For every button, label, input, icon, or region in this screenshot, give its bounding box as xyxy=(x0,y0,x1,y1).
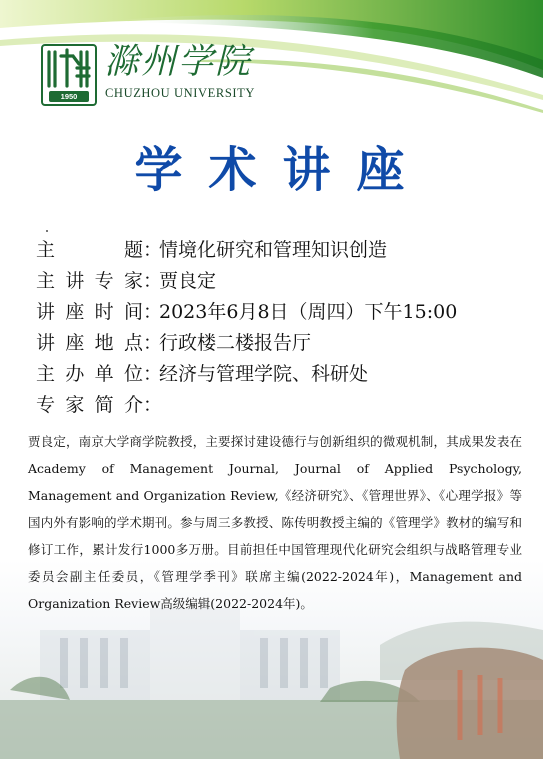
university-name-cn: 滁州学院 xyxy=(104,42,253,82)
info-row-location xyxy=(36,328,536,359)
stray-dot xyxy=(46,230,48,232)
info-colon: ： xyxy=(143,332,163,354)
info-row-organizer xyxy=(36,359,536,390)
info-row-bio-heading xyxy=(36,390,536,421)
speaker-bio: 贾良定，南京大学商学院教授，主要探讨建设德行与创新组织的微观机制，其成果发表在Academy of Management Journal, Journal of Applied Psychology, Management and Organization Review,《经济研究》、《管理世界》、《心理学报》等国内外有影响的学术期刊。参与周三多教授、陈传明教授主编的《管理学》教材的编写和修订工作，累计发行1000多万册。目前担任中国管理现代化研究会组织与战略管理专业委员会副主任委员，《管理学季刊》联席主编(2022-2024年)，Management and Organization Review高级编辑(2022-2024年)。 xyxy=(28,434,522,611)
info-value xyxy=(157,390,536,421)
info-label: 主题 xyxy=(36,239,143,261)
info-value: 情境化研究和管理知识创造 xyxy=(159,239,388,261)
info-row-speaker xyxy=(36,266,536,297)
info-colon: ： xyxy=(143,363,163,385)
info-label: 主办单位 xyxy=(36,363,143,385)
info-label: 讲座时间 xyxy=(36,301,143,323)
info-label: 专家简介 xyxy=(36,394,143,416)
info-colon: ： xyxy=(143,239,163,261)
info-label: 主讲专家 xyxy=(36,270,143,292)
poster-title: 学术讲座 xyxy=(134,142,431,198)
info-colon: ： xyxy=(143,270,163,292)
lecture-info-list xyxy=(36,235,536,421)
info-colon: ： xyxy=(143,301,163,323)
info-row-topic xyxy=(36,235,536,266)
info-value: 行政楼二楼报告厅 xyxy=(159,332,312,354)
info-value: 贾良定 xyxy=(159,270,217,292)
info-value: 经济与管理学院、科研处 xyxy=(159,363,369,385)
info-row-time xyxy=(36,297,536,328)
info-label: 讲座地点 xyxy=(36,332,143,354)
info-colon: ： xyxy=(143,394,163,416)
university-name-en: CHUZHOU UNIVERSITY xyxy=(105,86,256,100)
info-value: 2023年6月8日（周四）下午15:00 xyxy=(159,301,458,323)
logo-year: 1950 xyxy=(60,92,78,101)
